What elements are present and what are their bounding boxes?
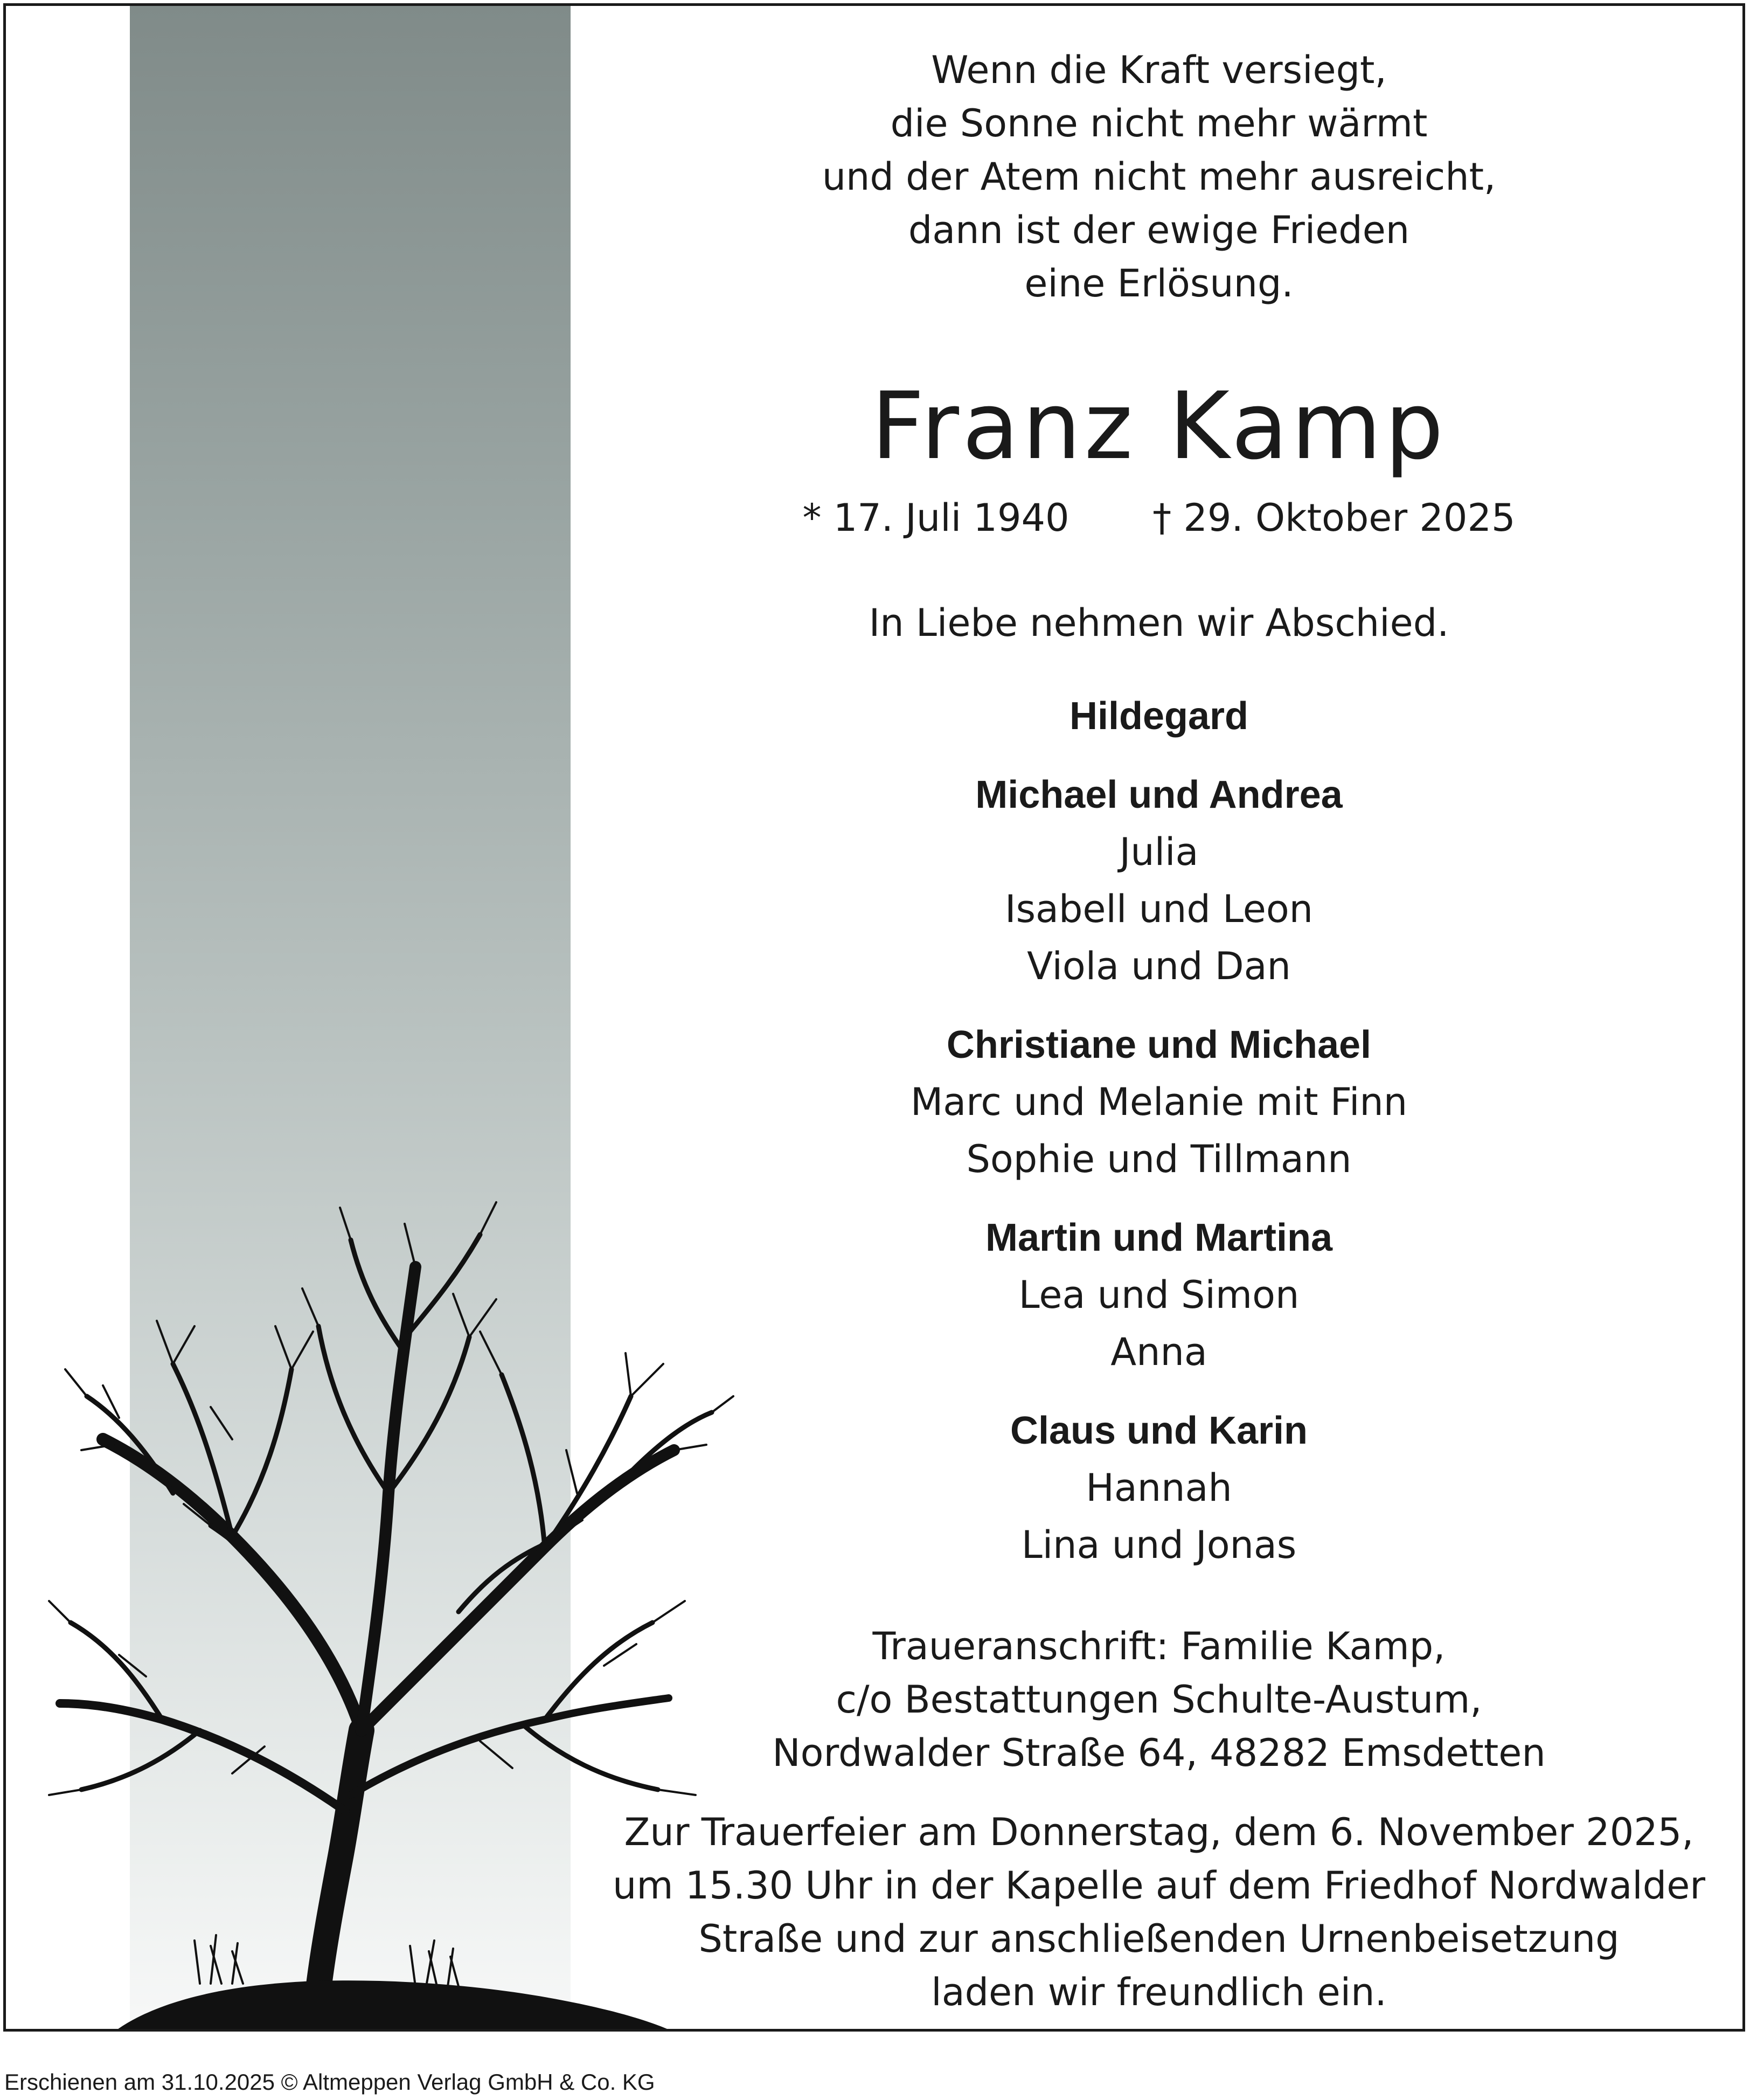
family-member: Julia [1119,830,1199,874]
family-group [599,688,1719,745]
family-member: Lea und Simon [1018,1273,1300,1317]
family-member: Hannah [1086,1466,1232,1510]
family-list [599,688,1719,1595]
poem-line: dann ist der ewige Frieden [908,208,1410,252]
family-group [599,766,1719,995]
poem-line: die Sonne nicht mehr wärmt [890,101,1428,145]
poem-line: und der Atem nicht mehr ausreicht, [822,155,1496,199]
life-dates [599,491,1719,545]
address-line: c/o Bestattungen Schulte-Austum, [836,1678,1482,1722]
service-line: um 15.30 Uhr in der Kapelle auf dem Friedhof Nordwalder [612,1863,1706,1908]
family-group [599,1209,1719,1381]
address-line: Nordwalder Straße 64, 48282 Emsdetten [772,1731,1546,1775]
family-member: Anna [1110,1330,1207,1374]
family-head: Michael und Andrea [975,773,1343,816]
family-group [599,1016,1719,1188]
poem-line: eine Erlösung. [1024,261,1294,306]
family-member: Marc und Melanie mit Finn [910,1080,1408,1124]
mourning-address [599,1620,1719,1780]
family-head: Martin und Martina [985,1216,1332,1259]
farewell-line: In Liebe nehmen wir Abschied. [869,601,1449,645]
family-group [599,1402,1719,1574]
obituary-notice [3,3,1745,2032]
family-head: Christiane und Michael [946,1023,1372,1066]
death-date: † 29. Oktober 2025 [1152,496,1516,540]
service-line: laden wir freundlich ein. [931,1970,1387,2014]
publication-footer: Erschienen am 31.10.2025 © Altmeppen Verlag GmbH & Co. KG [4,2069,655,2095]
service-invitation [599,1806,1719,2019]
family-member: Viola und Dan [1027,944,1291,988]
family-member: Isabell und Leon [1004,887,1314,931]
address-line: Traueranschrift: Familie Kamp, [872,1624,1446,1668]
deceased-name: Franz Kamp [871,372,1447,480]
poem [599,44,1719,310]
family-head: Hildegard [1069,695,1249,738]
family-member: Lina und Jonas [1021,1523,1297,1567]
birth-date: * 17. Juli 1940 [802,496,1070,540]
family-head: Claus und Karin [1010,1409,1308,1452]
service-line: Straße und zur anschließenden Urnenbeisetzung [698,1917,1620,1961]
family-member: Sophie und Tillmann [966,1137,1352,1181]
service-line: Zur Trauerfeier am Donnerstag, dem 6. November 2025, [624,1810,1694,1854]
poem-line: Wenn die Kraft versiegt, [931,48,1387,92]
